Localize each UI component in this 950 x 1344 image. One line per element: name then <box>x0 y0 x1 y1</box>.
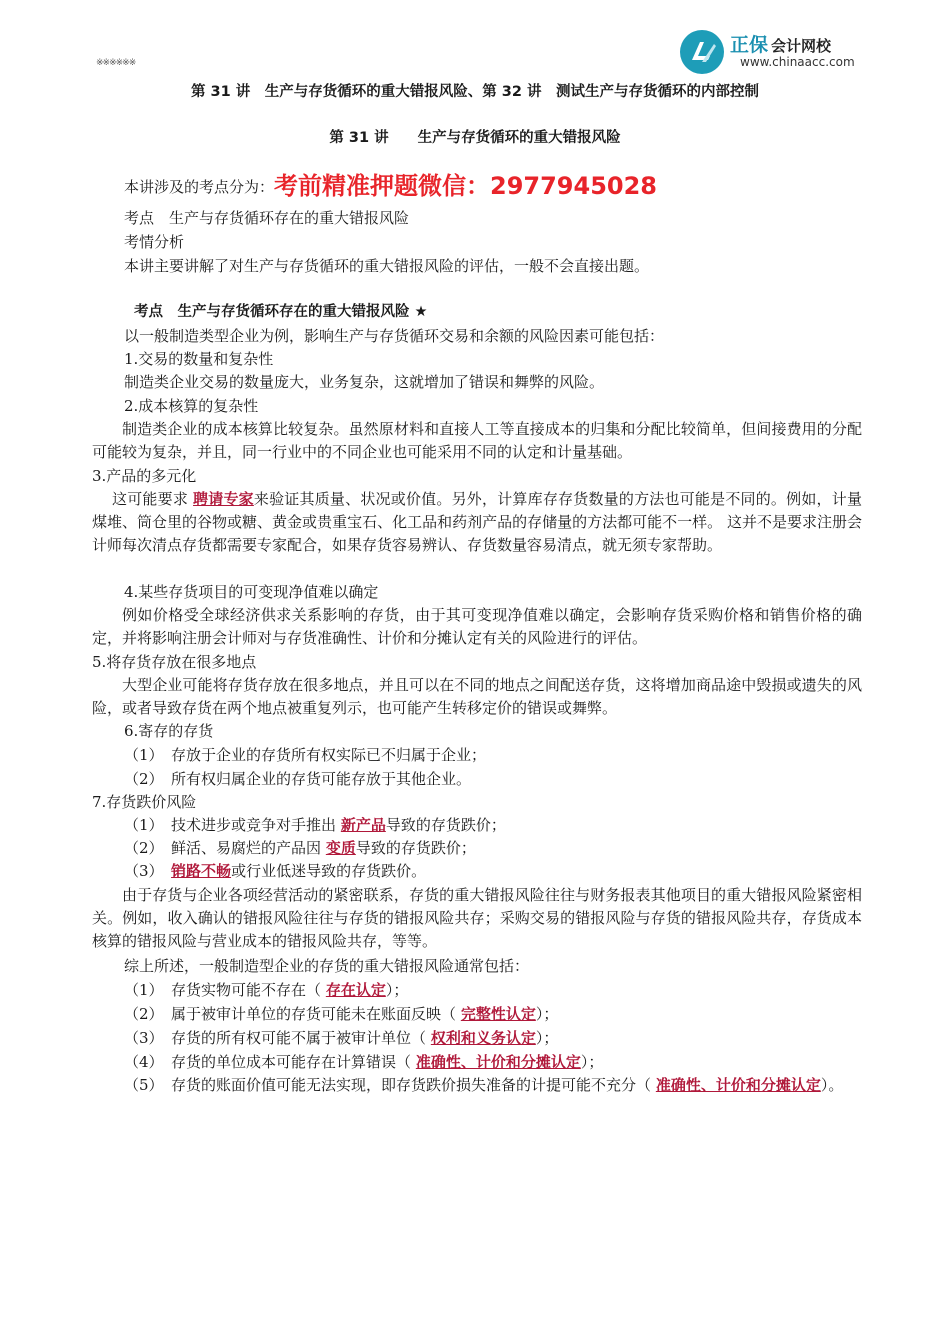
f7-i2-pre: （2） 鲜活、易腐烂的产品因 <box>124 839 326 857</box>
page-title: 第 31 讲 生产与存货循环的重大错报风险、第 32 讲 测试生产与存货循环的内部控制 <box>190 84 760 100</box>
factor-3-text <box>92 488 862 557</box>
rights-assertion-highlight: 权利和义务认定 <box>430 1029 536 1047</box>
r1-pre: （1） 存货实物可能不存在（ <box>124 981 326 999</box>
existence-assertion-highlight: 存在认定 <box>325 981 386 999</box>
factor-5-text: 大型企业可能将存货存放在很多地点，并且可以在不同的地点之间配送存货，这将增加商品途中毁损或遗失的风险，或者导致存货在两个地点被重复列示，也可能产生转移定价的错误或舞弊。 <box>92 676 862 717</box>
factor-1-title: 1.交易的数量和复杂性 <box>124 350 274 368</box>
f7-i2-post: 导致的存货跌价； <box>355 839 476 857</box>
factor-7-title: 7.存货跌价风险 <box>92 793 197 811</box>
logo-name: 正保 <box>730 34 769 56</box>
r1-post: ）； <box>385 981 409 999</box>
r4-post: ）； <box>580 1053 604 1071</box>
kaodian-line: 考点 生产与存货循环存在的重大错报风险 <box>124 209 410 227</box>
risk-item-5 <box>92 1074 862 1097</box>
hire-expert-highlight: 聘请专家 <box>193 490 254 508</box>
r3-post: ）； <box>535 1029 559 1047</box>
risk-item-3 <box>124 1028 558 1048</box>
new-product-highlight: 新产品 <box>340 816 386 834</box>
factor-3-pre: 这可能要求 <box>112 490 189 508</box>
factor-4-title: 4.某些存货项目的可变现净值难以确定 <box>124 583 379 601</box>
risk-item-2 <box>124 1004 558 1024</box>
factor-3-post: 来验证其质量、状况或价值。另外，计算库存存货数量的方法也可能是不同的。例如，计量煤堆、筒仓里的谷物或糖、黄金或贵重宝石、化工品和药剂产品的存储量的方法都可能不一样。 这并不是要求注册会计师每次清点存货都需要专家配合，如果存货容易辨认、存货数量容易清点，就无须专家帮助。 <box>92 490 862 554</box>
section-heading: 考点 生产与存货循环存在的重大错报风险 ★ <box>134 304 428 320</box>
risk-item-1 <box>124 980 408 1000</box>
f7-i3-post: 或行业低迷导致的存货跌价。 <box>231 862 427 880</box>
lecture-title: 第 31 讲 生产与存货循环的重大错报风险 <box>329 130 621 146</box>
factor-2-title: 2.成本核算的复杂性 <box>124 397 259 415</box>
promo-text: 考前精准押题微信：2977945028 <box>274 172 658 200</box>
factor-7-item-2 <box>124 838 476 858</box>
factor-6-item-2: （2） 所有权归属企业的存货可能存放于其他企业。 <box>124 770 472 788</box>
conclusion-line: 综上所述，一般制造型企业的存货的重大错报风险通常包括： <box>124 957 530 975</box>
factor-7-item-3 <box>124 861 426 881</box>
factor-7-item-1 <box>124 815 506 835</box>
f7-i1-post: 导致的存货跌价； <box>385 816 506 834</box>
r5-pre: （5） 存货的账面价值可能无法实现，即存货跌价损失准备的计提可能不充分（ <box>124 1076 656 1094</box>
factor-2-text: 制造类企业的成本核算比较复杂。虽然原材料和直接人工等直接成本的归集和分配比较简单，但间接费用的分配可能较为复杂，并且，同一行业中的不同企业也可能采用不同的认定和计量基础。 <box>92 420 862 461</box>
r5-post: ）。 <box>820 1076 844 1094</box>
factor-4-text: 例如价格受全球经济供求关系影响的存货，由于其可变现净值难以确定，会影响存货采购价格和销售价格的确定，并将影响注册会计师对与存货准确性、计价和分摊认定有关的风险进行的评估。 <box>92 606 862 647</box>
risk-item-4 <box>124 1052 603 1072</box>
factor-6-title: 6.寄存的存货 <box>124 722 214 740</box>
summary-text: 由于存货与企业各项经营活动的紧密联系，存货的重大错报风险往往与财务报表其他项目的重大错报风险紧密相关。例如，收入确认的错报风险往往与存货的错报风险共存；采购交易的错报风险与存货的错报风险共存，存货成本核算的错报风险与营业成本的错报风险共存，等等。 <box>92 886 862 950</box>
completeness-assertion-highlight: 完整性认定 <box>460 1005 536 1023</box>
logo-school: 会计网校 <box>771 37 832 55</box>
logo-url: www.chinaacc.com <box>740 55 855 69</box>
r2-pre: （2） 属于被审计单位的存货可能未在账面反映（ <box>124 1005 461 1023</box>
chinaacc-logo[interactable] <box>678 26 878 78</box>
factor-3-title: 3.产品的多元化 <box>92 467 197 485</box>
r2-post: ）； <box>535 1005 559 1023</box>
valuation-assertion-highlight-2: 准确性、计价和分摊认定 <box>655 1076 821 1094</box>
logo-brand <box>730 30 831 57</box>
corner-mark: ※※※※※※ <box>96 58 136 68</box>
poor-sales-highlight: 销路不畅 <box>171 862 232 880</box>
factor-1-text: 制造类企业交易的数量庞大，业务复杂，这就增加了错误和舞弊的风险。 <box>124 373 605 391</box>
kaoqing-title: 考情分析 <box>124 233 185 251</box>
valuation-assertion-highlight: 准确性、计价和分摊认定 <box>415 1053 581 1071</box>
intro-label: 本讲涉及的考点分为： <box>124 178 275 196</box>
section-lead: 以一般制造类型企业为例，影响生产与存货循环交易和余额的风险因素可能包括： <box>124 327 665 345</box>
r3-pre: （3） 存货的所有权可能不属于被审计单位（ <box>124 1029 431 1047</box>
intro-line <box>124 172 658 200</box>
spoilage-highlight: 变质 <box>325 839 356 857</box>
f7-i1-pre: （1） 技术进步或竞争对手推出 <box>124 816 341 834</box>
f7-i3-pre: （3） <box>124 862 172 880</box>
factor-5-title: 5.将存货存放在很多地点 <box>92 653 257 671</box>
r4-pre: （4） 存货的单位成本可能存在计算错误（ <box>124 1053 416 1071</box>
kaoqing-text: 本讲主要讲解了对生产与存货循环的重大错报风险的评估，一般不会直接出题。 <box>124 257 650 275</box>
factor-6-item-1: （1） 存放于企业的存货所有权实际已不归属于企业； <box>124 746 487 764</box>
logo-emblem-icon <box>680 30 724 74</box>
